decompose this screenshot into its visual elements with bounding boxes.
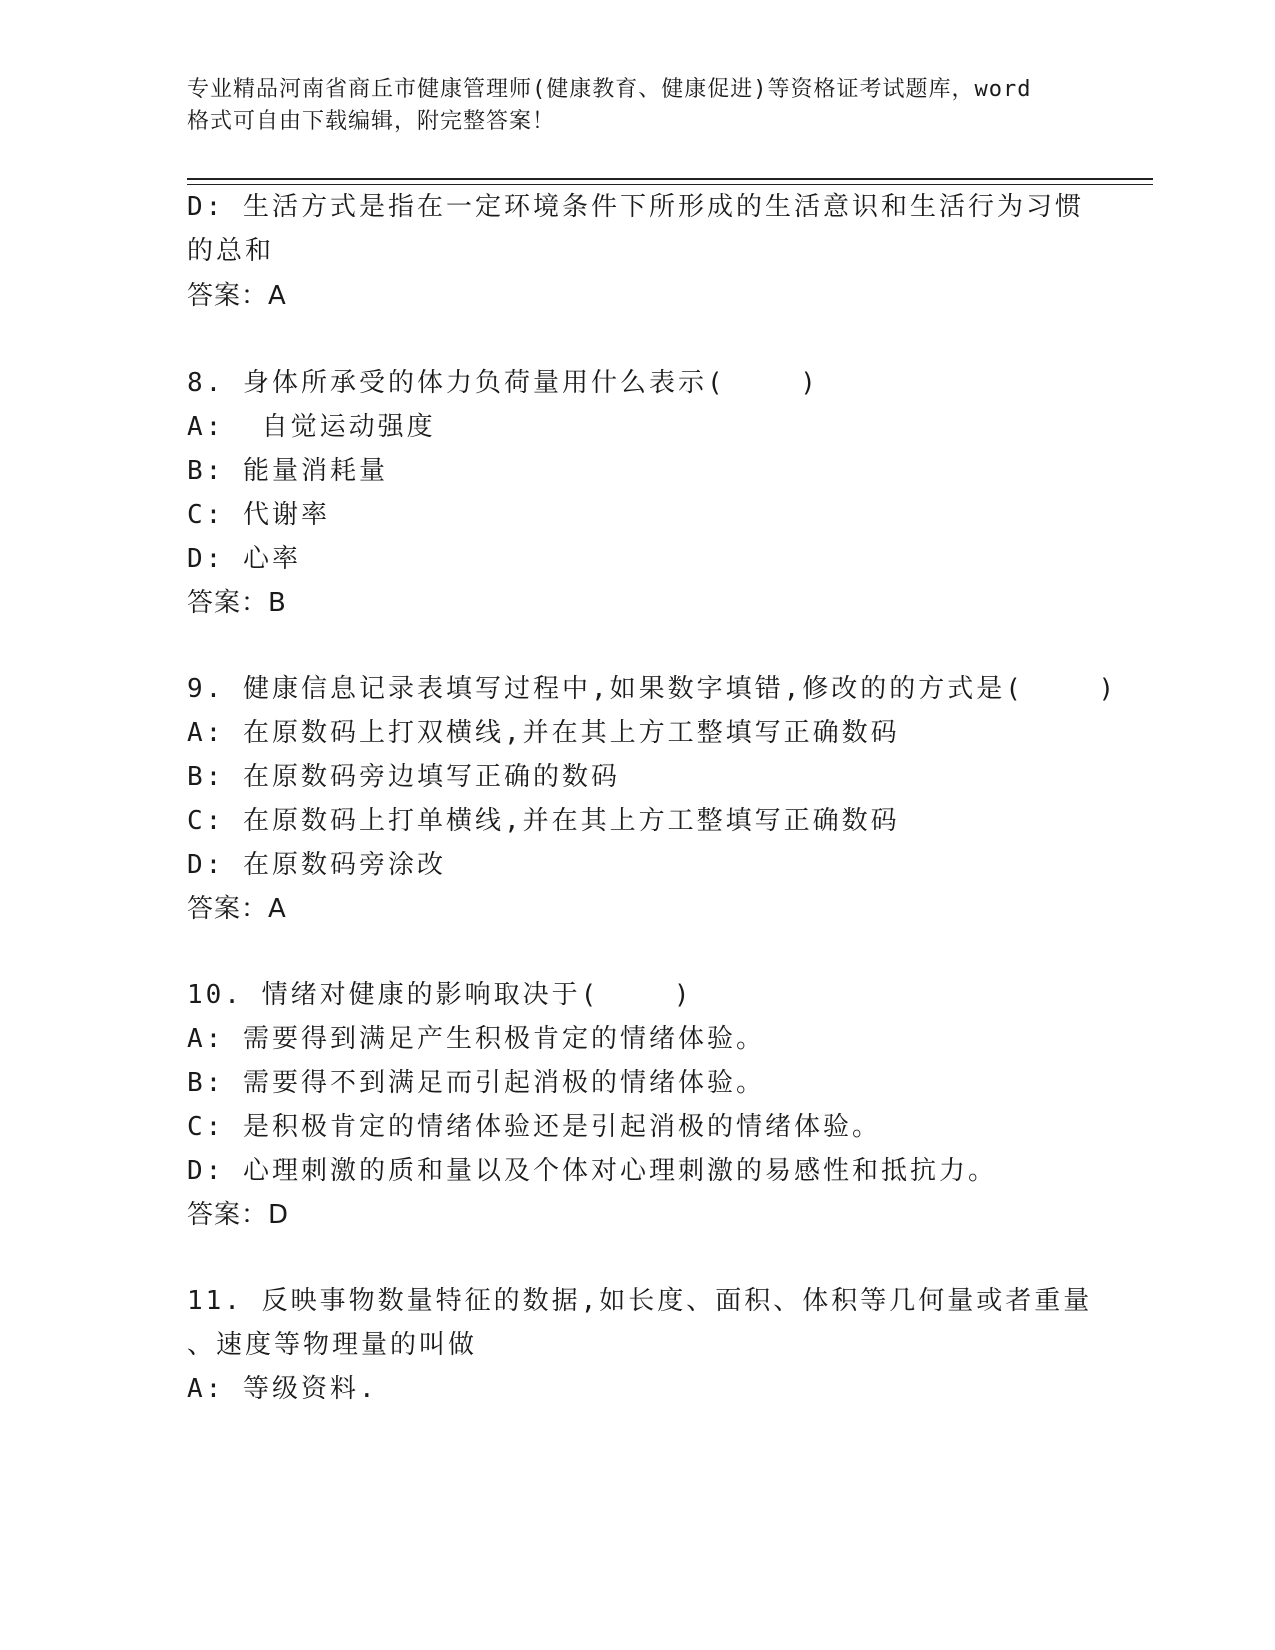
- q10-option-b: B: 需要得不到满足而引起消极的情绪体验。: [187, 1068, 765, 1098]
- q7-option-d-line-2: 的总和: [187, 236, 275, 266]
- q11-option-a: A: 等级资料.: [187, 1374, 378, 1404]
- q8-answer: 答案：B: [187, 588, 287, 618]
- q8-option-d: D: 心率: [187, 544, 301, 574]
- q9-option-c: C: 在原数码上打单横线,并在其上方工整填写正确数码: [187, 806, 900, 836]
- q10-answer: 答案：D: [187, 1200, 290, 1230]
- q10-stem: 10. 情绪对健康的影响取决于( ): [187, 980, 693, 1010]
- q9-option-d: D: 在原数码旁涂改: [187, 850, 446, 880]
- header-divider-thin: [187, 184, 1153, 185]
- header-divider-thick: [187, 178, 1153, 180]
- q10-option-a: A: 需要得到满足产生积极肯定的情绪体验。: [187, 1024, 765, 1054]
- q11-stem-line-2: 、速度等物理量的叫做: [187, 1330, 478, 1360]
- q7-answer: 答案：A: [187, 281, 287, 311]
- q9-stem: 9. 健康信息记录表填写过程中,如果数字填错,修改的的方式是( ): [187, 674, 1118, 704]
- header-line-1: 专业精品河南省商丘市健康管理师(健康教育、健康促进)等资格证考试题库，word: [187, 77, 1032, 102]
- q10-option-c: C: 是积极肯定的情绪体验还是引起消极的情绪体验。: [187, 1112, 881, 1142]
- q8-option-c: C: 代谢率: [187, 500, 330, 530]
- q9-option-a: A: 在原数码上打双横线,并在其上方工整填写正确数码: [187, 718, 900, 748]
- q11-stem-line-1: 11. 反映事物数量特征的数据,如长度、面积、体积等几何量或者重量: [187, 1286, 1093, 1316]
- q8-stem: 8. 身体所承受的体力负荷量用什么表示( ): [187, 368, 819, 398]
- q9-option-b: B: 在原数码旁边填写正确的数码: [187, 762, 620, 792]
- q8-option-a: A: 自觉运动强度: [187, 412, 436, 442]
- q8-option-b: B: 能量消耗量: [187, 456, 388, 486]
- q7-option-d-line-1: D: 生活方式是指在一定环境条件下所形成的生活意识和生活行为习惯: [187, 192, 1084, 222]
- header-line-2: 格式可自由下载编辑，附完整答案！: [187, 109, 556, 134]
- q10-option-d: D: 心理刺激的质和量以及个体对心理刺激的易感性和抵抗力。: [187, 1156, 997, 1186]
- q9-answer: 答案：A: [187, 894, 287, 924]
- page-header: [187, 74, 1087, 138]
